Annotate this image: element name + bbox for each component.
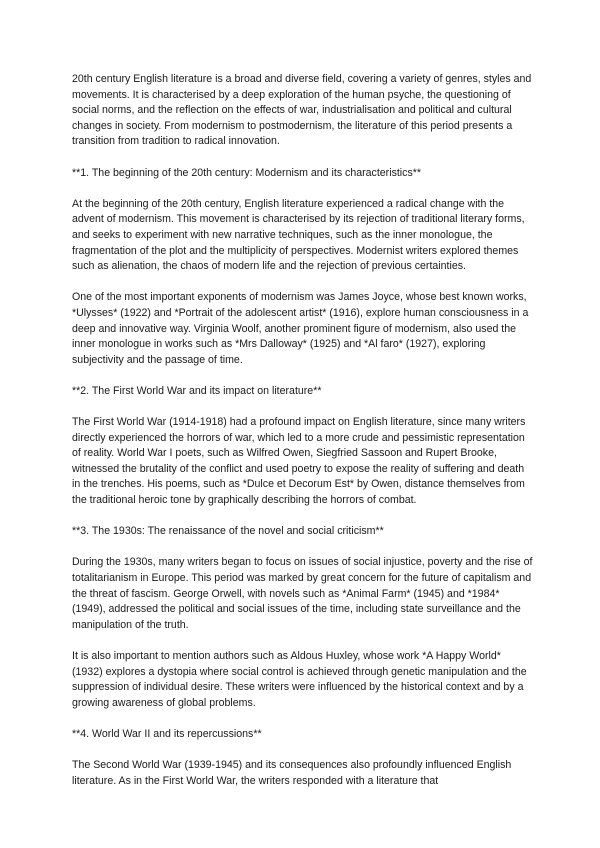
paragraph-modernism: At the beginning of the 20th century, English literature experienced a radical change with the advent of modernism. This movement is characterised by its rejection of traditional literary forms, and seeks to experiment with new narrative techniques, such as the inner monologue, the fragmentation of the plot and the multiplicity of perspectives. Modernist writers explored themes such as alienation, the chaos of modern life and the rejection of previous certainties. [72,197,525,273]
section-heading-second-world-war: **4. World War II and its repercussions** [72,727,262,740]
paragraph-1930s: During the 1930s, many writers began to focus on issues of social injustice, poverty and the rise of totalitarianism in Europe. This period was marked by great concern for the future of capitalism and the threat of fascism. George Orwell, with novels such as *Animal Farm* (1945) and *1984* (1949), addressed the political and social issues of the time, including state surveillance and the manipulation of the truth. [72,556,533,631]
paragraph-joyce-woolf: One of the most important exponents of modernism was James Joyce, whose best known works, *Ulysses* (1922) and *Portrait of the adolescent artist* (1916), explore human consciousness in a deep and innovative way. Virginia Woolf, another prominent figure of modernism, also used the inner monologue in works such as *Mrs Dalloway* (1925) and *Al faro* (1927), exploring subjectivity and the passage of time. [72,291,529,366]
section-heading-1930s: **3. The 1930s: The renaissance of the novel and social criticism** [72,525,384,538]
section-heading-first-world-war: **2. The First World War and its impact on literature** [72,384,322,397]
paragraph-first-world-war: The First World War (1914-1918) had a profound impact on English literature, since many writers directly experienced the horrors of war, which led to a more crude and pessimistic representation of reality. World War I poets, such as Wilfred Owen, Siegfried Sassoon and Rupert Brooke, witnessed the brutality of the conflict and used poetry to expose the reality of suffering and death in the trenches. His poems, such as *Dulce et Decorum Est* by Owen, distance themselves from the traditional heroic tone by graphically describing the horrors of combat. [72,416,526,507]
document-page [72,72,534,805]
section-heading-modernism: **1. The beginning of the 20th century: Modernism and its characteristics** [72,166,421,179]
paragraph-huxley: It is also important to mention authors such as Aldous Huxley, whose work *A Happy World* (1932) explores a dystopia where social control is achieved through genetic manipulation and the suppression of individual desire. These writers were influenced by the historical context and by a growing awareness of global problems. [72,649,527,709]
paragraph-second-world-war: The Second World War (1939-1945) and its consequences also profoundly influenced English literature. As in the First World War, the writers responded with a literature that [72,759,512,787]
intro-paragraph: 20th century English literature is a broad and diverse field, covering a variety of genres, styles and movements. It is characterised by a deep exploration of the human psyche, the questioning of social norms, and the reflection on the effects of war, industrialisation and political and cultural changes in society. From modernism to postmodernism, the literature of this period presents a transition from tradition to radical innovation. [72,73,532,148]
